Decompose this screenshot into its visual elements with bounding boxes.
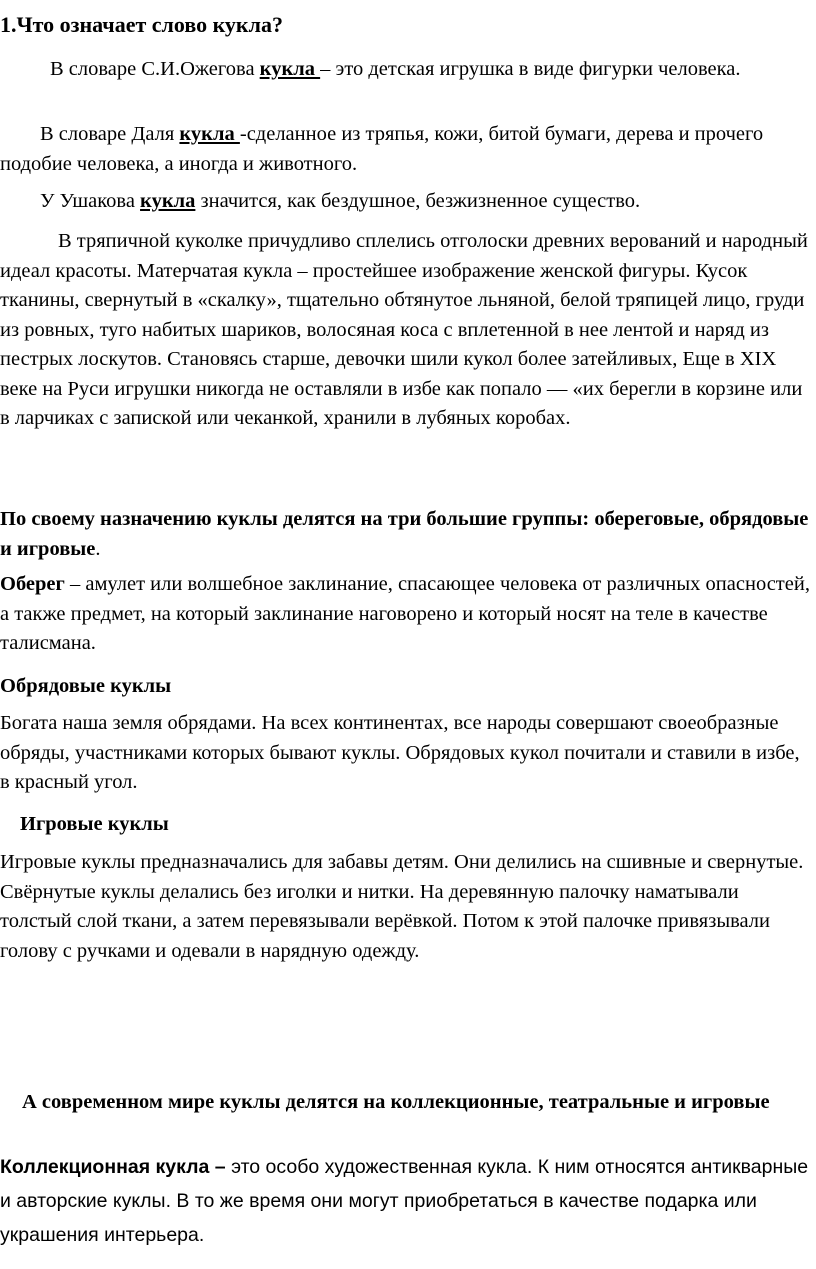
- ushakov-intro: У Ушакова: [40, 190, 141, 212]
- ushakov-definition: значится, как бездушное, безжизненное существо.: [195, 190, 641, 212]
- paragraph-history: В тряпичной куколке причудливо сплелись отголоски древних верований и народный идеал красоты. Матерчатая кукла – простейшее изображение женской фигуры. Кусок тканины, свернутый в «скалку», тщательно обтянутое льняной, белой тряпицей лицо, груди из ровных, туго набитых шариков, волосяная коса с вплетенной в нее лентой и наряд из пестрых лоскутов. Становясь старше, девочки шили кукол более затейливых, Еще в XIX веке на Руси игрушки никогда не оставляли в избе как попало — «их берегли в корзине или в ларчиках с запиской или чеканкой, хранили в лубяных коробах.: [0, 230, 808, 429]
- paragraph-collectible: [0, 1150, 812, 1252]
- dal-definition: -сделанное из тряпья, кожи, битой бумаги, дерева и прочего подобие человека, а иногда и животного.: [0, 123, 764, 175]
- paragraph-obereg: [0, 570, 812, 659]
- dal-term: кукла: [179, 123, 240, 145]
- page-title: 1.Что означает слово кукла?: [0, 12, 283, 37]
- ozhegov-term: кукла: [259, 58, 321, 80]
- paragraph-play: Игровые куклы предназначались для забавы детям. Они делились на сшивные и свернутые. Свёрнутые куклы делались без иголки и нитки. На деревянную палочку наматывали толстый слой ткани, а затем перевязывали верёвкой. Потом к этой палочке привязывали голову с ручками и одевали в нарядную одежду.: [0, 851, 804, 962]
- obereg-term: Оберег: [0, 573, 65, 595]
- paragraph-ushakov: [0, 187, 812, 217]
- groups-period: .: [95, 537, 101, 560]
- paragraph-groups: [0, 505, 812, 564]
- dal-intro: В словаре Даля: [40, 123, 180, 145]
- collectible-term: Коллекционная кукла –: [0, 1156, 232, 1178]
- ushakov-term: кукла: [140, 190, 196, 212]
- heading-ritual-dolls: Обрядовые куклы: [0, 675, 172, 697]
- paragraph-dal: [0, 120, 812, 179]
- heading-play-dolls: Игровые куклы: [20, 813, 169, 835]
- paragraph-ozhegov: [0, 55, 812, 85]
- obereg-definition: – амулет или волшебное заклинание, спасающее человека от различных опасностей, а также предмет, на который заклинание наговорено и который носят на теле в качестве талисмана.: [0, 573, 810, 654]
- ozhegov-intro: В словаре С.И.Ожегова: [50, 58, 260, 80]
- paragraph-ritual: Богата наша земля обрядами. На всех континентах, все народы совершают своеобразные обряды, участниками которых бывают куклы. Обрядовых кукол почитали и ставили в избе, в красный угол.: [0, 712, 800, 793]
- groups-heading: По своему назначению куклы делятся на три большие группы: обереговые, обрядовые и игровые: [0, 508, 809, 560]
- collectible-definition: это особо художественная кукла. К ним относятся антикварные и авторские куклы. В то же время они могут приобретаться в качестве подарка или украшения интерьера.: [0, 1156, 809, 1246]
- heading-modern-dolls: А современном мире куклы делятся на коллекционные, театральные и игровые: [22, 1091, 770, 1113]
- ozhegov-definition: – это детская игрушка в виде фигурки человека.: [320, 58, 741, 80]
